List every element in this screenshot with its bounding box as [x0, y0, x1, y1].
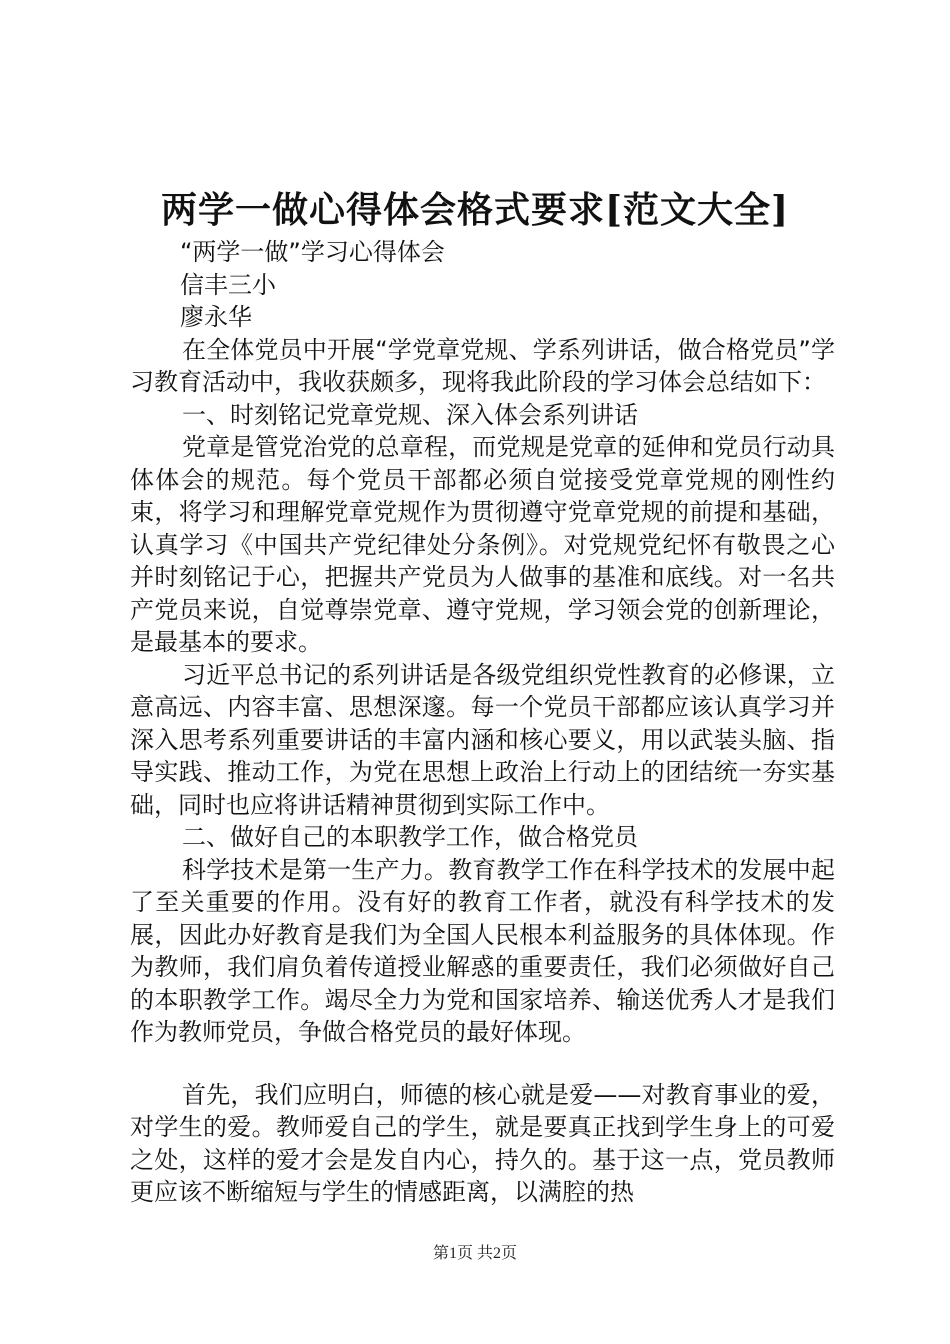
document-title: 两学一做心得体会格式要求[范文大全]	[160, 189, 790, 231]
paragraph-intro: 在全体党员中开展“学党章党规、学系列讲话，做合格党员”学习教育活动中，我收获颇多，现将我此阶段的学习体会总结如下：	[130, 335, 835, 396]
section-heading-1: 一、时刻铭记党章党规、深入体会系列讲话	[182, 400, 638, 429]
paragraph-speeches: 习近平总书记的系列讲话是各级党组织党性教育的必修课，立意高远、内容丰富、思想深邃。每一个党员干部都应该认真学习并深入思考系列重要讲话的丰富内涵和核心要义，用以武装头脑、指导实践、推动工作，为党在思想上政治上行动上的团结统一夯实基础，同时也应将讲话精神贯彻到实际工作中。	[130, 660, 835, 819]
paragraph-teacher-ethics: 首先，我们应明白，师德的核心就是爱——对教育事业的爱，对学生的爱。教师爱自己的学生，就是要真正找到学生身上的可爱之处，这样的爱才会是发自内心，持久的。基于这一点，党员教师更应该不断缩短与学生的情感距离，以满腔的热	[130, 1080, 835, 1206]
subtitle: “两学一做”学习心得体会	[180, 238, 445, 266]
paragraph-party-rules: 党章是管党治党的总章程，而党规是党章的延伸和党员行动具体体会的规范。每个党员干部都必须自觉接受党章党规的刚性约束，将学习和理解党章党规作为贯彻遵守党章党规的前提和基础，认真学习《中国共产党纪律处分条例》。对党规党纪怀有敬畏之心并时刻铭记于心，把握共产党员为人做事的基准和底线。对一名共产党员来说，自觉尊崇党章、遵守党规，学习领会党的创新理论，是最基本的要求。	[130, 433, 835, 656]
school-name: 信丰三小	[180, 270, 276, 299]
section-heading-2: 二、做好自己的本职教学工作，做合格党员	[182, 823, 638, 851]
document-body	[130, 236, 835, 1209]
paragraph-education: 科学技术是第一生产力。教育教学工作在科学技术的发展中起了至关重要的作用。没有好的教育工作者，就没有科学技术的发展，因此办好教育是我们为全国人民根本利益服务的具体体现。作为教师，我们肩负着传道授业解惑的重要责任，我们必须做好自己的本职教学工作。竭尽全力为党和国家培养、输送优秀人才是我们作为教师党员，争做合格党员的最好体现。	[130, 855, 835, 1046]
author-name: 廖永华	[180, 303, 252, 331]
page-number: 第1页 共2页	[432, 1245, 517, 1262]
